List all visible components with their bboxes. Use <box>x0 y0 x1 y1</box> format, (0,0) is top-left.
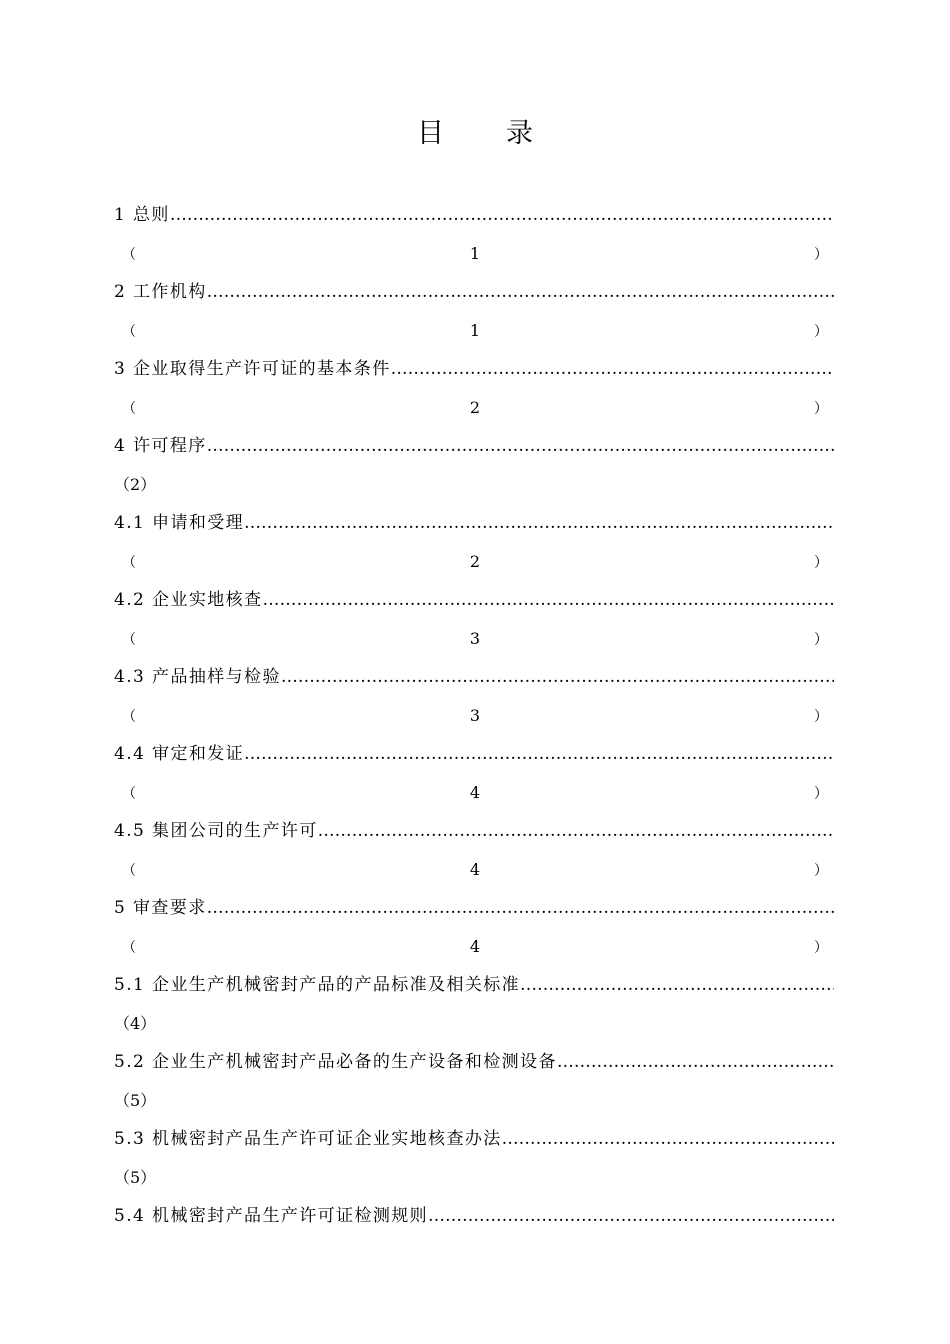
toc-page-number: （4） <box>114 1013 157 1033</box>
toc-page-number: 3 <box>469 628 481 648</box>
toc-page-row <box>114 851 834 890</box>
paren-open: （ <box>122 400 136 417</box>
toc-page-number: （5） <box>114 1167 157 1187</box>
toc-page-number: 4 <box>469 936 481 956</box>
toc-entry[interactable] <box>114 196 834 235</box>
toc-entry[interactable] <box>114 889 834 928</box>
toc-entry-label: 4.2 企业实地核查 <box>114 590 263 610</box>
title-char-1: 目 <box>417 118 444 149</box>
toc-entry-label: 3 企业取得生产许可证的基本条件 <box>114 359 391 379</box>
paren-close: ） <box>814 400 828 417</box>
toc-dot-leader <box>520 966 834 1004</box>
toc-dot-leader <box>170 196 834 234</box>
toc-dot-leader <box>502 1120 834 1158</box>
toc-page-number: （5） <box>114 1090 157 1110</box>
toc-dot-leader <box>318 812 834 850</box>
toc-dot-leader <box>207 889 834 927</box>
toc-entry[interactable] <box>114 812 834 851</box>
toc-dot-leader <box>207 273 834 311</box>
toc-dot-leader <box>391 350 834 388</box>
toc-entry-label: 5.2 企业生产机械密封产品必备的生产设备和检测设备 <box>114 1052 557 1072</box>
toc-entry-label: 1 总则 <box>114 205 170 225</box>
paren-close: ） <box>814 862 828 879</box>
paren-close: ） <box>814 939 828 956</box>
toc-entry-label: 4.3 产品抽样与检验 <box>114 667 281 687</box>
toc-entry-label: 5.4 机械密封产品生产许可证检测规则 <box>114 1206 429 1226</box>
toc-entry[interactable] <box>114 581 834 620</box>
toc-page-number: 1 <box>469 243 481 263</box>
toc-entry[interactable] <box>114 1043 834 1082</box>
table-of-contents <box>114 196 834 1236</box>
toc-entry[interactable] <box>114 350 834 389</box>
toc-page-number: 1 <box>469 320 481 340</box>
toc-entry-label: 5.3 机械密封产品生产许可证企业实地核查办法 <box>114 1129 502 1149</box>
toc-entry[interactable] <box>114 658 834 697</box>
title-char-2: 录 <box>506 118 533 149</box>
toc-entry[interactable] <box>114 735 834 774</box>
toc-page-number: （2） <box>114 474 157 494</box>
paren-open: （ <box>122 785 136 802</box>
toc-dot-leader <box>281 658 834 696</box>
paren-close: ） <box>814 785 828 802</box>
toc-page-row <box>114 774 834 813</box>
toc-dot-leader <box>262 581 834 619</box>
paren-open: （ <box>122 246 136 263</box>
paren-open: （ <box>122 554 136 571</box>
paren-open: （ <box>122 631 136 648</box>
paren-close: ） <box>814 708 828 725</box>
toc-entry-label: 4.5 集团公司的生产许可 <box>114 821 318 841</box>
toc-page-number: 4 <box>469 859 481 879</box>
toc-page-row <box>114 620 834 659</box>
toc-dot-leader <box>244 504 834 542</box>
toc-entry[interactable] <box>114 1120 834 1159</box>
paren-close: ） <box>814 323 828 340</box>
toc-page-number: 4 <box>469 782 481 802</box>
page-title <box>0 112 950 156</box>
toc-page-row <box>114 389 834 428</box>
toc-page-number: 2 <box>469 551 481 571</box>
paren-open: （ <box>122 323 136 340</box>
toc-entry[interactable] <box>114 427 834 466</box>
toc-entry-label: 4.1 申请和受理 <box>114 513 245 533</box>
toc-entry[interactable] <box>114 966 834 1005</box>
toc-page-row <box>114 697 834 736</box>
toc-entry[interactable] <box>114 1197 834 1236</box>
paren-open: （ <box>122 939 136 956</box>
toc-entry-label: 4.4 审定和发证 <box>114 744 245 764</box>
paren-open: （ <box>122 708 136 725</box>
toc-entry-label: 2 工作机构 <box>114 282 207 302</box>
paren-open: （ <box>122 862 136 879</box>
toc-page-row <box>114 928 834 967</box>
toc-dot-leader <box>244 735 834 773</box>
toc-page-row <box>114 312 834 351</box>
paren-close: ） <box>814 246 828 263</box>
toc-dot-leader <box>557 1043 834 1081</box>
toc-dot-leader <box>207 427 834 465</box>
paren-close: ） <box>814 631 828 648</box>
toc-entry-label: 5.1 企业生产机械密封产品的产品标准及相关标准 <box>114 975 521 995</box>
toc-entry[interactable] <box>114 504 834 543</box>
paren-close: ） <box>814 554 828 571</box>
toc-entry[interactable] <box>114 273 834 312</box>
toc-page-row <box>114 543 834 582</box>
toc-entry-label: 4 许可程序 <box>114 436 207 456</box>
toc-page-number: 3 <box>469 705 481 725</box>
toc-page-row <box>114 235 834 274</box>
toc-page-number: 2 <box>469 397 481 417</box>
toc-entry-label: 5 审查要求 <box>114 898 207 918</box>
toc-dot-leader <box>428 1197 834 1235</box>
